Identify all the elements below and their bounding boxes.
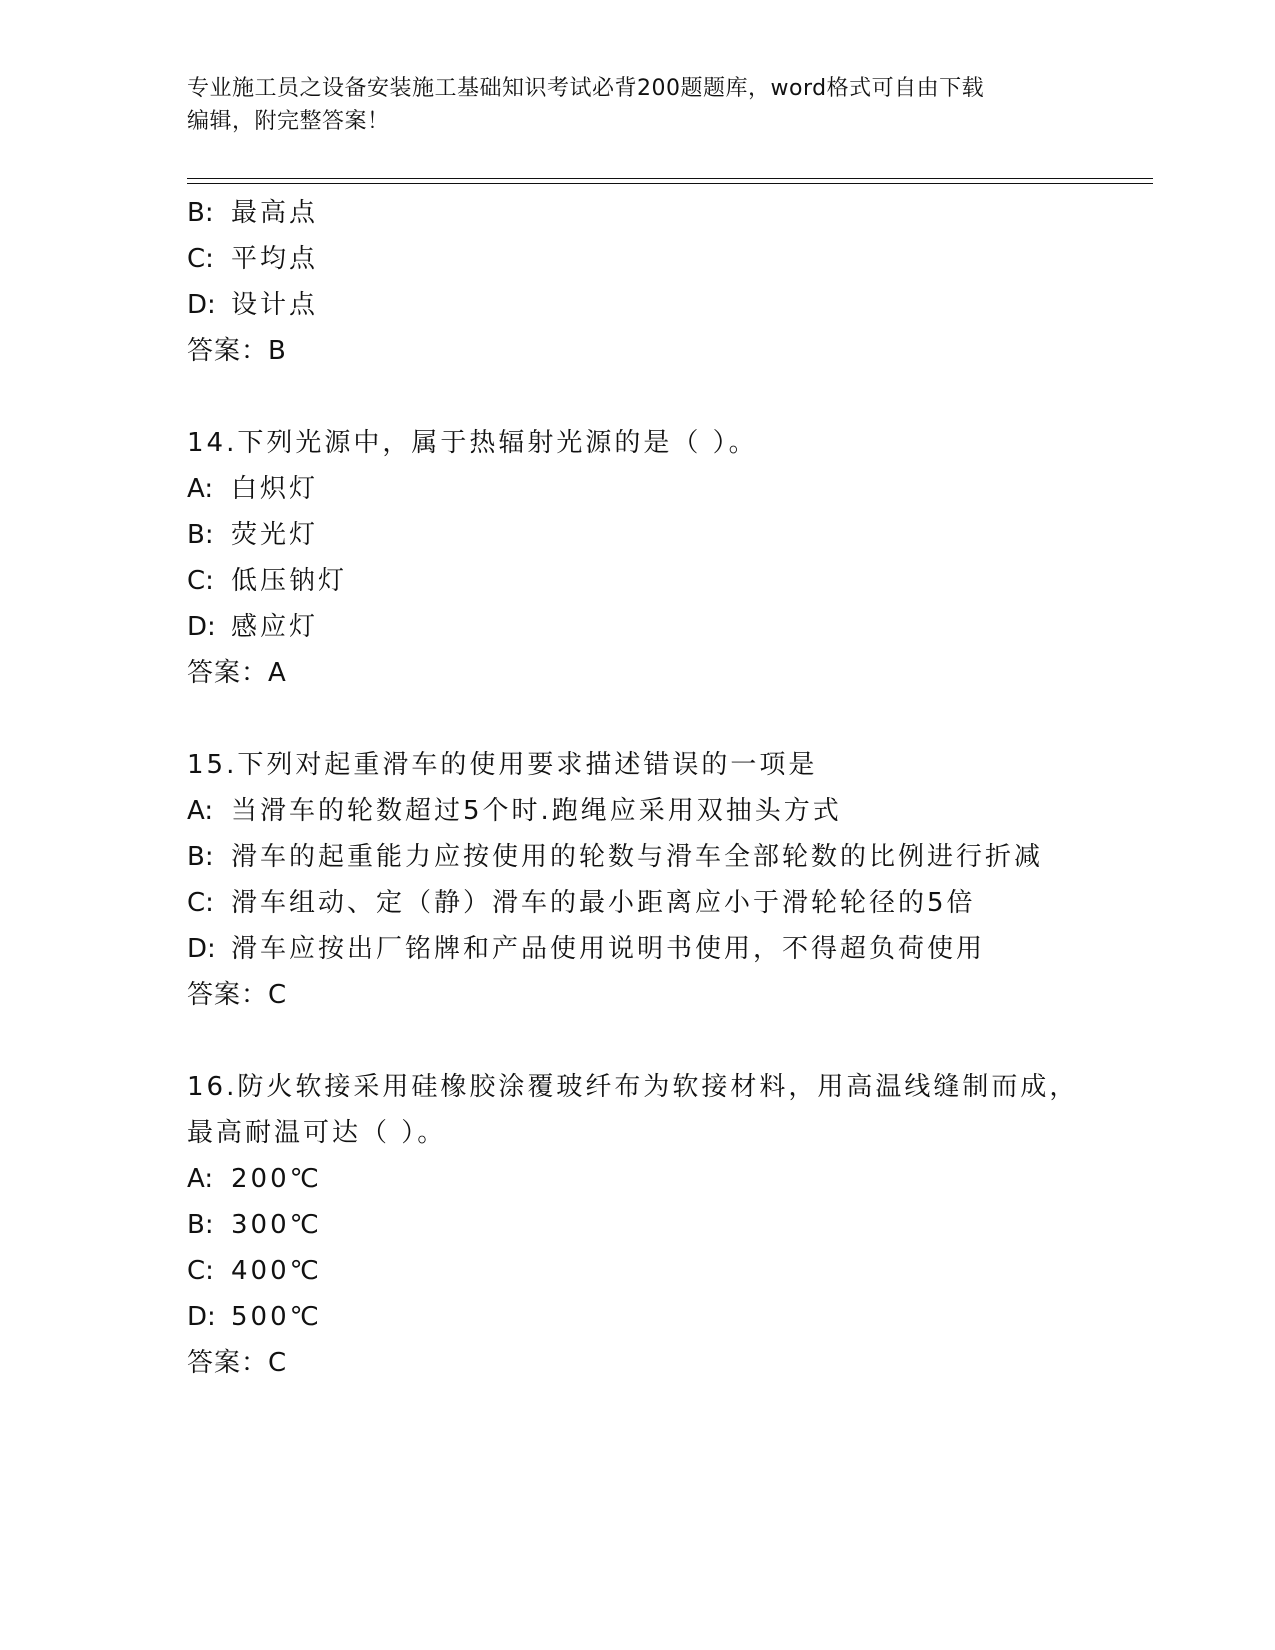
option-label: D: xyxy=(187,1302,216,1332)
header-divider-bottom xyxy=(187,183,1153,184)
question-15 xyxy=(187,742,1153,1018)
option-text: 感应灯 xyxy=(231,612,319,642)
document-header xyxy=(187,72,1087,138)
option-text: 滑车组动、定（静）滑车的最小距离应小于滑轮轮径的5倍 xyxy=(231,888,976,918)
header-line-1: 专业施工员之设备安装施工基础知识考试必背200题题库，word格式可自由下载 xyxy=(187,76,985,101)
option-a xyxy=(187,466,1153,512)
option-b xyxy=(187,512,1153,558)
option-c xyxy=(187,880,1153,926)
option-b xyxy=(187,834,1153,880)
option-text: 500℃ xyxy=(231,1302,322,1332)
option-text: 最高点 xyxy=(231,198,319,228)
option-c xyxy=(187,1248,1153,1294)
option-label: B: xyxy=(187,520,214,550)
option-text: 200℃ xyxy=(231,1164,322,1194)
answer: 答案：C xyxy=(187,980,288,1010)
option-label: B: xyxy=(187,1210,214,1240)
option-label: C: xyxy=(187,244,214,274)
option-label: C: xyxy=(187,1256,214,1286)
option-a xyxy=(187,788,1153,834)
option-d xyxy=(187,1294,1153,1340)
question-text xyxy=(187,1064,1153,1156)
answer: 答案：C xyxy=(187,1348,288,1378)
option-label: A: xyxy=(187,796,214,826)
answer: 答案：A xyxy=(187,658,287,688)
spacer xyxy=(187,696,1153,742)
option-label: A: xyxy=(187,1164,214,1194)
option-text: 300℃ xyxy=(231,1210,322,1240)
question-13-tail xyxy=(187,190,1153,374)
header-line-2: 编辑，附完整答案！ xyxy=(187,109,390,134)
question-text-line-1: 16.防火软接采用硅橡胶涂覆玻纤布为软接材料，用高温线缝制而成， xyxy=(187,1072,1079,1102)
header-divider-top xyxy=(187,178,1153,179)
option-a xyxy=(187,1156,1153,1202)
option-label: C: xyxy=(187,888,214,918)
option-label: C: xyxy=(187,566,214,596)
option-d xyxy=(187,282,1153,328)
option-c xyxy=(187,558,1153,604)
option-label: B: xyxy=(187,198,214,228)
option-label: D: xyxy=(187,612,216,642)
option-text: 当滑车的轮数超过5个时.跑绳应采用双抽头方式 xyxy=(231,796,842,826)
option-text: 低压钠灯 xyxy=(231,566,348,596)
option-text: 滑车应按出厂铭牌和产品使用说明书使用，不得超负荷使用 xyxy=(231,934,986,964)
question-16 xyxy=(187,1064,1153,1386)
option-b xyxy=(187,1202,1153,1248)
option-text: 荧光灯 xyxy=(231,520,319,550)
spacer xyxy=(187,1018,1153,1064)
question-text: 14.下列光源中，属于热辐射光源的是（ ）。 xyxy=(187,428,758,458)
spacer xyxy=(187,374,1153,420)
option-label: A: xyxy=(187,474,214,504)
answer: 答案：B xyxy=(187,336,287,366)
option-text: 滑车的起重能力应按使用的轮数与滑车全部轮数的比例进行折减 xyxy=(231,842,1044,872)
question-14 xyxy=(187,420,1153,696)
option-text: 设计点 xyxy=(231,290,319,320)
option-label: B: xyxy=(187,842,214,872)
option-d xyxy=(187,926,1153,972)
option-text: 白炽灯 xyxy=(231,474,319,504)
option-label: D: xyxy=(187,934,216,964)
option-d xyxy=(187,604,1153,650)
option-text: 400℃ xyxy=(231,1256,322,1286)
option-label: D: xyxy=(187,290,216,320)
question-list xyxy=(187,190,1153,1386)
question-text: 15.下列对起重滑车的使用要求描述错误的一项是 xyxy=(187,750,818,780)
option-c xyxy=(187,236,1153,282)
option-text: 平均点 xyxy=(231,244,319,274)
option-b xyxy=(187,190,1153,236)
question-text-line-2: 最高耐温可达（ ）。 xyxy=(187,1118,447,1148)
